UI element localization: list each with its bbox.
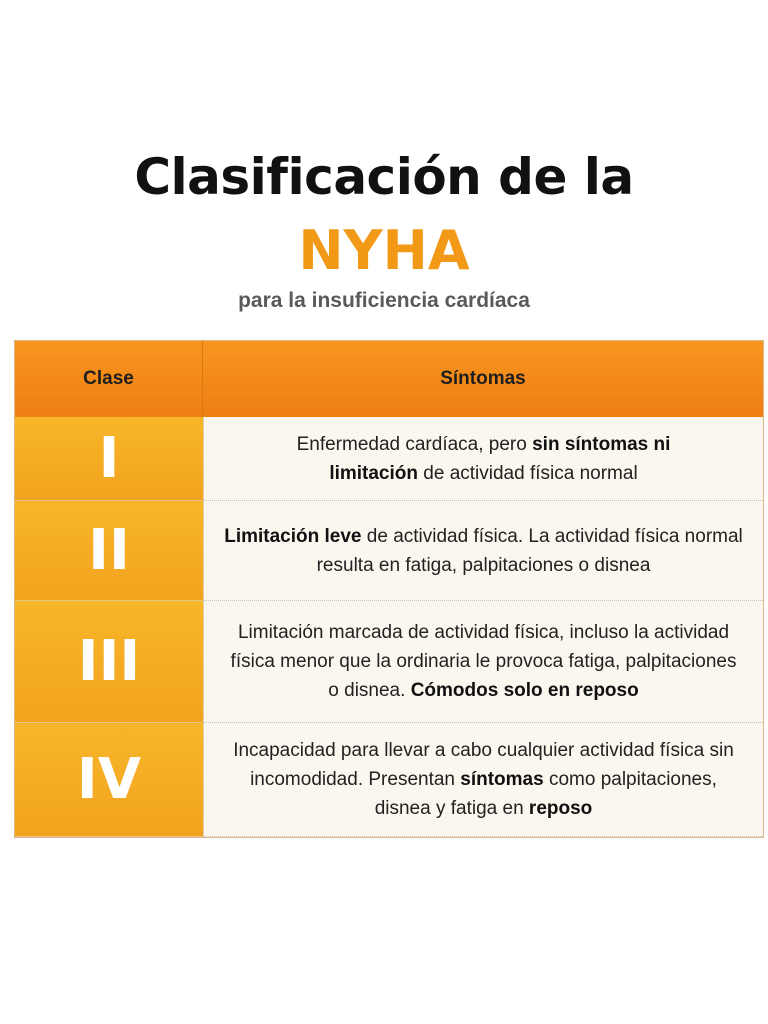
symptoms-text: Limitación leve de actividad física. La actividad física normal resulta en fatiga, palpitaciones o disnea (224, 525, 743, 576)
page-title: Clasificación de la (134, 148, 634, 206)
table-row-class-i (15, 417, 763, 501)
page-subtitle: para la insuficiencia cardíaca (238, 289, 530, 312)
table-row-class-iv (15, 723, 763, 837)
table-header (15, 341, 763, 417)
class-label: I (15, 417, 203, 501)
symptoms-text: Incapacidad para llevar a cabo cualquier actividad física sin incomodidad. Presentan síntomas como palpitaciones, disnea y fatiga en reposo (233, 740, 734, 819)
symptoms-cell (203, 601, 763, 723)
table-row-class-iii (15, 601, 763, 723)
header-sintomas: Síntomas (440, 368, 526, 389)
brand-title: NYHA (298, 219, 470, 282)
class-label: II (15, 501, 203, 601)
nyha-table (14, 340, 764, 838)
symptoms-cell (203, 501, 763, 601)
symptoms-text: Enfermedad cardíaca, pero sin síntomas ni limitación de actividad física normal (296, 433, 671, 484)
class-label: III (15, 601, 203, 723)
class-label: IV (15, 723, 203, 837)
header-clase: Clase (15, 341, 203, 417)
symptoms-cell (203, 723, 763, 837)
symptoms-cell (203, 417, 763, 501)
table-row-class-ii (15, 501, 763, 601)
symptoms-text: Limitación marcada de actividad física, incluso la actividad física menor que la ordinaria le provoca fatiga, palpitaciones o disnea. Cómodos solo en reposo (230, 622, 737, 701)
